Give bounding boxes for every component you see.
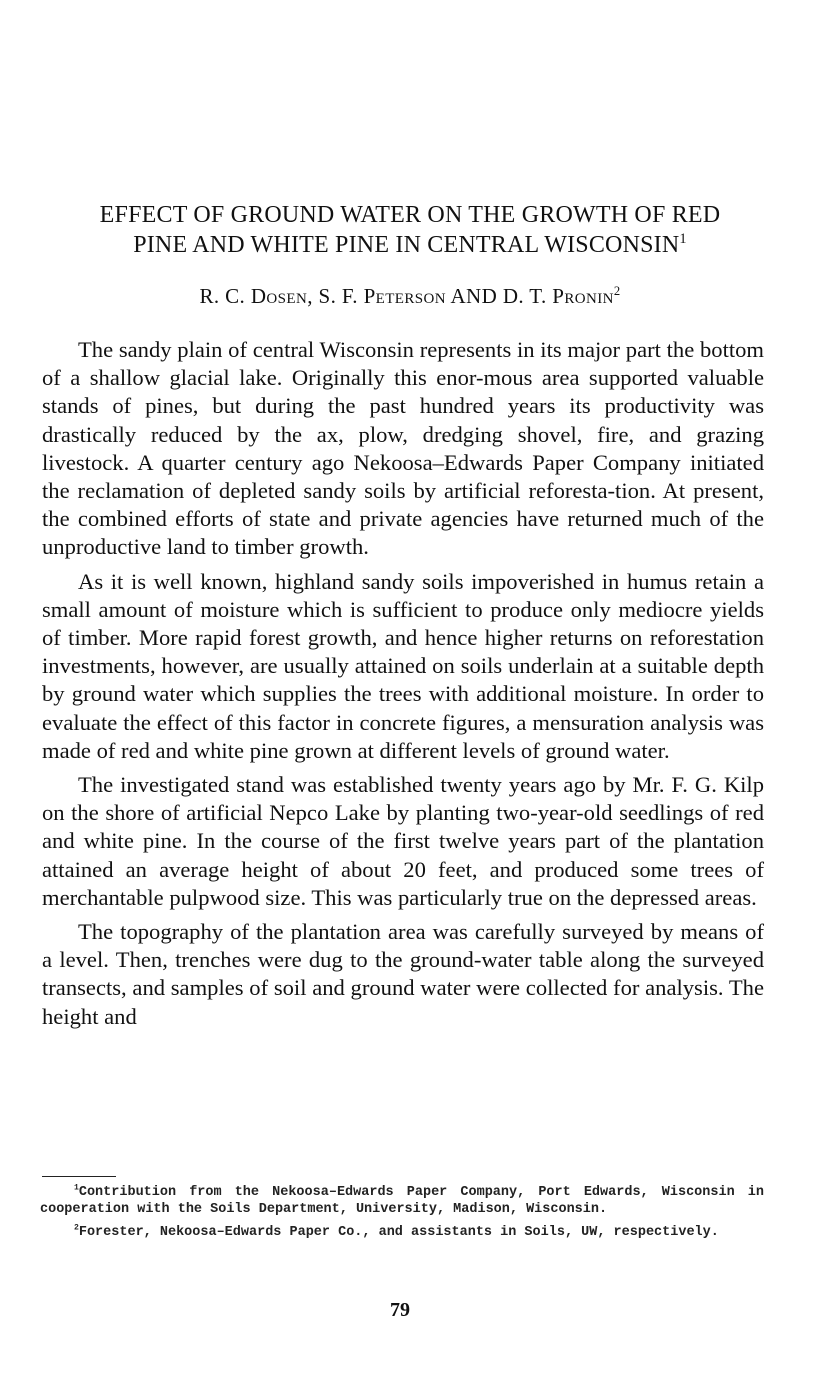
- page-number: 79: [390, 1299, 410, 1321]
- footnote-marker: 2: [74, 1223, 79, 1233]
- author-1-surname: Dosen: [250, 284, 308, 308]
- author-line: [30, 282, 790, 310]
- author-conjunction: AND D. T.: [445, 284, 553, 308]
- title-line-2: PINE AND WHITE PINE IN CENTRAL WISCONSIN: [133, 232, 680, 258]
- author-2-surname: Peterson: [363, 284, 446, 308]
- paragraph: The sandy plain of central Wisconsin represents in its major part the bottom of a shallow glacial lake. Originally this enor-mous area supported valuable stands of pines, but during the past hundred years its productivity was drastically reduced by the ax, plow, dredging shovel, fire, and grazing livestock. A quarter century ago Nekoosa–Edwards Paper Company initiated the reclamation of depleted sandy soils by artificial reforesta-tion. At present, the combined efforts of state and private agencies have returned much of the unproductive land to timber growth.: [42, 337, 764, 560]
- footnote-text: Contribution from the Nekoosa–Edwards Paper Company, Port Edwards, Wisconsin in cooperation with the Soils Department, University, Madison, Wisconsin.: [40, 1185, 764, 1217]
- author-1-initials: R. C.: [199, 284, 251, 308]
- footnote-1: [40, 1184, 764, 1218]
- paragraph: As it is well known, highland sandy soils impoverished in humus retain a small amount of moisture which is sufficient to produce only mediocre yields of timber. More rapid forest growth, and hence higher returns on reforestation investments, however, are usually attained on soils underlain at a suitable depth by ground water which supplies the trees with additional moisture. In order to evaluate the effect of this factor in concrete figures, a mensuration analysis was made of red and white pine grown at different levels of ground water.: [42, 568, 764, 763]
- author-separator: , S. F.: [307, 284, 364, 308]
- article-title: [30, 200, 790, 260]
- footnote-2: [40, 1224, 764, 1241]
- footnote-divider: [42, 1176, 116, 1177]
- footnotes: [40, 1184, 764, 1247]
- paragraph: The investigated stand was established twenty years ago by Mr. F. G. Kilp on the shore of artificial Nepco Lake by planting two-year-old seedlings of red and white pine. In the course of the first twelve years part of the plantation attained an average height of about 20 feet, and produced some trees of merchantable pulpwood size. This was particularly true on the depressed areas.: [42, 772, 764, 910]
- author-3-surname: Pronin: [552, 284, 614, 308]
- title-line-1: EFFECT OF GROUND WATER ON THE GROWTH OF RED: [99, 202, 721, 228]
- body-text: [42, 336, 764, 1037]
- paragraph: The topography of the plantation area was carefully surveyed by means of a level. Then, trenches were dug to the ground-water table along the surveyed transects, and samples of soil and ground water were collected for analysis. The height and: [42, 919, 764, 1029]
- footnote-text: Forester, Nekoosa–Edwards Paper Co., and assistants in Soils, UW, respectively.: [78, 1225, 719, 1240]
- author-footnote-ref: 2: [613, 284, 621, 298]
- title-footnote-ref: 1: [679, 231, 687, 247]
- footnote-marker: 1: [74, 1183, 79, 1193]
